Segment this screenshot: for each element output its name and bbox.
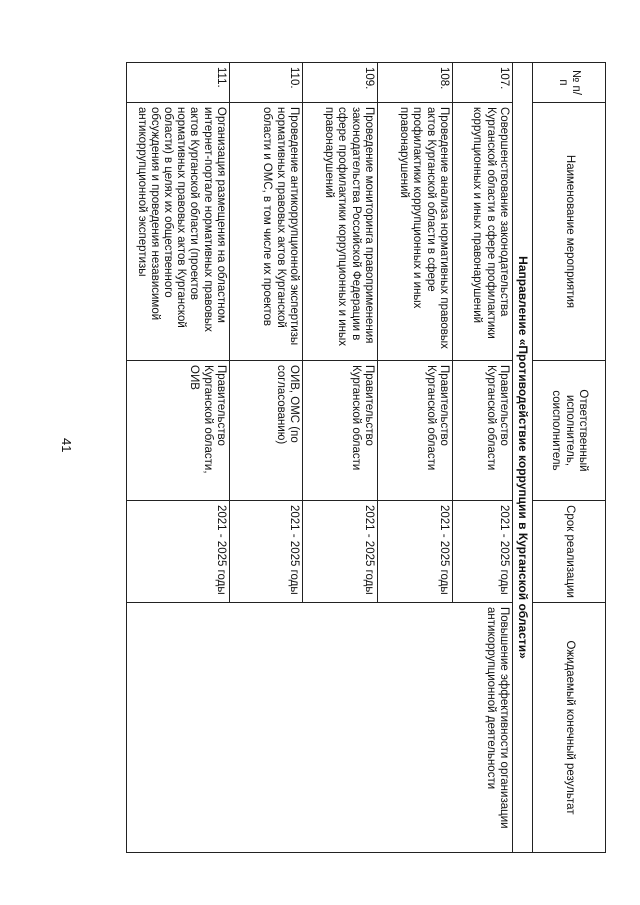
- section-title: Направление «Противодействие коррупции в Курганской области»: [512, 63, 532, 853]
- row-name: Проведение антикоррупционной экспертизы нормативных правовых актов Курганской области и ОМС, в том числе их проектов: [229, 103, 302, 361]
- rotated-table-container: [116, 62, 606, 852]
- row-responsible: Правительство Курганской области: [377, 361, 452, 501]
- header-term: Срок реализации: [533, 501, 606, 603]
- header-result: Ожидаемый конечный результат: [533, 603, 606, 853]
- header-name: Наименование мероприятия: [533, 103, 606, 361]
- row-name: Совершенствование законодательства Курганской области в сфере профилактики коррупционных и иных правонарушений: [452, 103, 512, 361]
- row-term: 2021 - 2025 годы: [377, 501, 452, 603]
- measures-table: [126, 62, 606, 853]
- row-responsible: Правительство Курганской области: [452, 361, 512, 501]
- row-term: 2021 - 2025 годы: [452, 501, 512, 603]
- row-term: 2021 - 2025 годы: [126, 501, 229, 603]
- row-num: 107.: [452, 63, 512, 103]
- row-responsible: ОИВ, ОМС (по согласованию): [229, 361, 302, 501]
- row-num: 109.: [302, 63, 377, 103]
- header-num: № п/п: [533, 63, 606, 103]
- row-term: 2021 - 2025 годы: [302, 501, 377, 603]
- table-row: [452, 63, 512, 853]
- row-name: Проведение мониторинга правоприменения законодательства Российской Федерации в сфере профилактики коррупционных и иных правонарушений: [302, 103, 377, 361]
- row-num: 111.: [126, 63, 229, 103]
- row-name: Проведение анализа нормативных правовых актов Курганской области в сфере профилактики коррупционных и иных правонарушений: [377, 103, 452, 361]
- row-num: 110.: [229, 63, 302, 103]
- row-result: Повышение эффективности организации антикоррупционной деятельности: [126, 603, 512, 853]
- row-name: Организация размещения на областном интернет-портале нормативных правовых актов Курганской области (проектов нормативных правовых актов Курганской области) в целях их общественного обсуждения и проведения независимой антикоррупционной экспертизы: [126, 103, 229, 361]
- table-header-row: [533, 63, 606, 853]
- row-responsible: Правительство Курганской области, ОИВ: [126, 361, 229, 501]
- row-term: 2021 - 2025 годы: [229, 501, 302, 603]
- row-num: 108.: [377, 63, 452, 103]
- header-responsible: Ответственный исполнитель, соисполнитель: [533, 361, 606, 501]
- row-responsible: Правительство Курганской области: [302, 361, 377, 501]
- section-row: [512, 63, 532, 853]
- page-number: 41: [59, 438, 74, 453]
